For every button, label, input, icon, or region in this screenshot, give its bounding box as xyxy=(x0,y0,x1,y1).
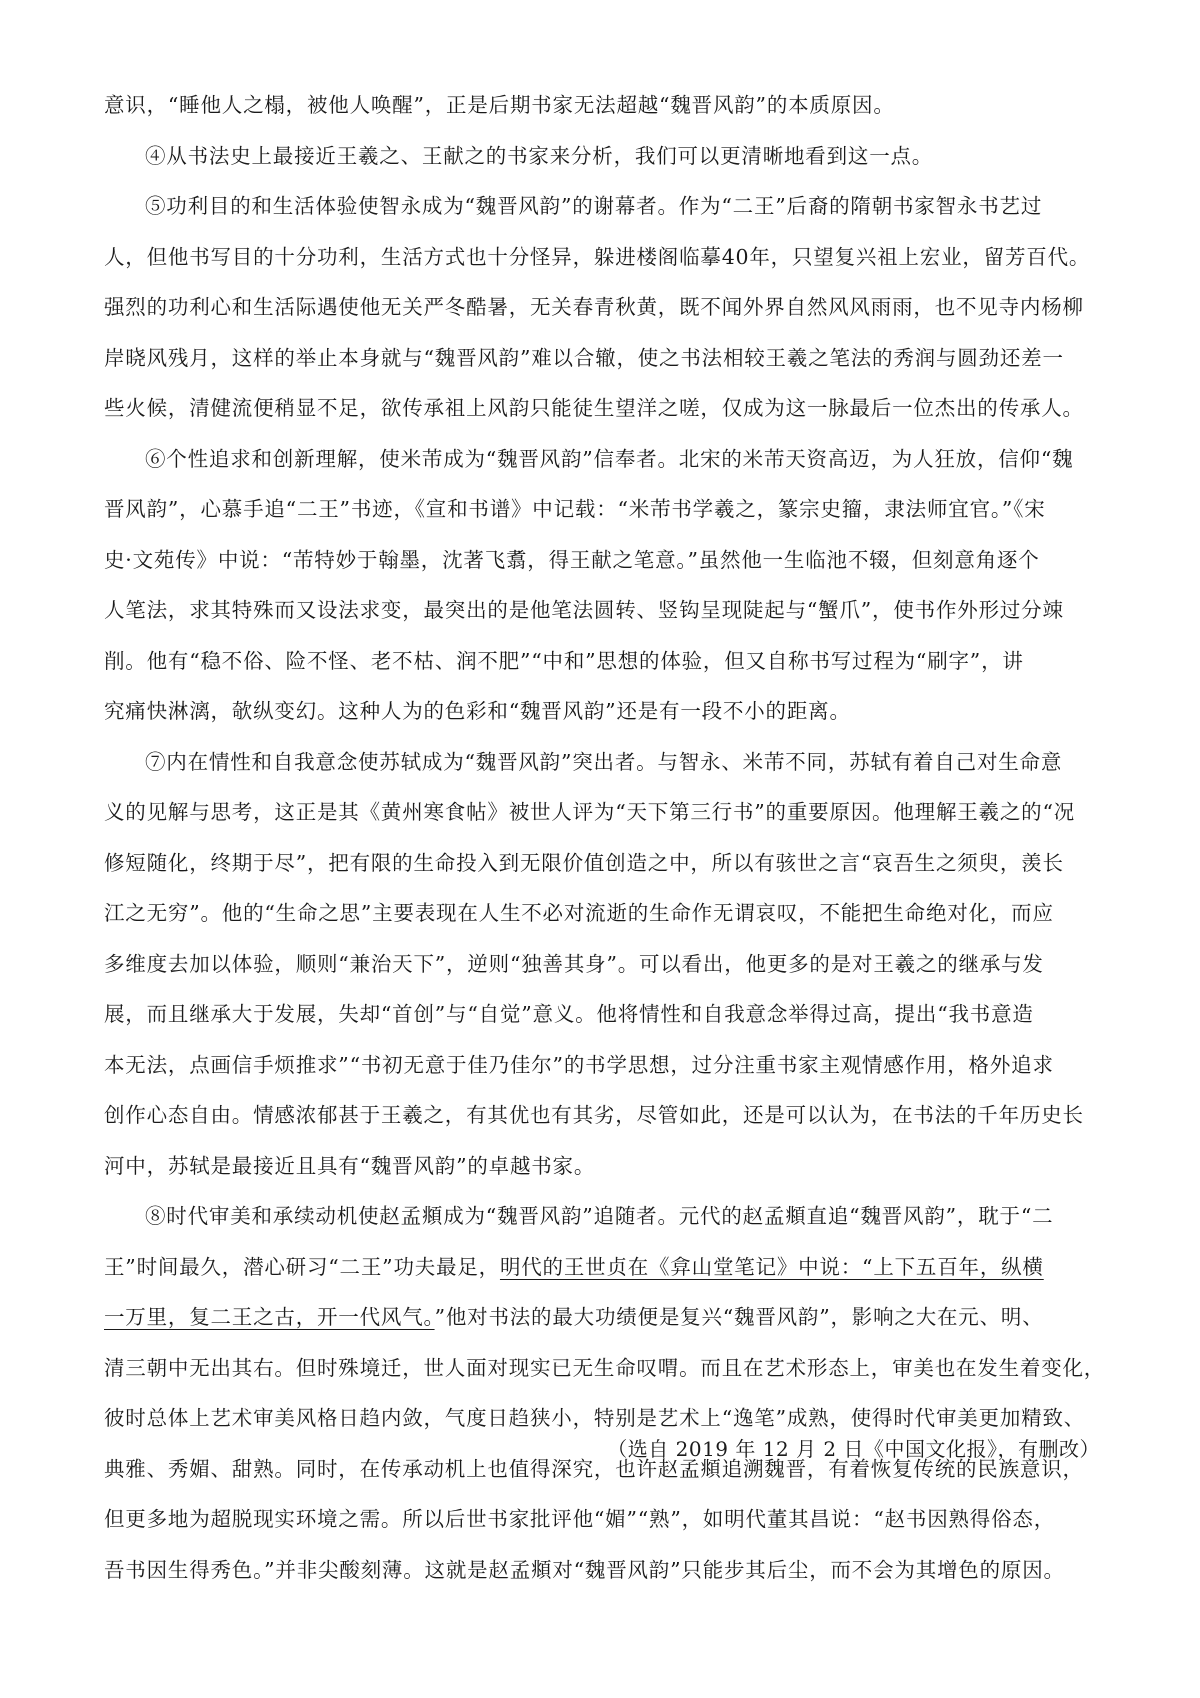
text-run: 强烈的功利心和生活际遇使他无关严冬酷暑，无关春青秋黄，既不闻外界自然风风雨雨，也不见寺内杨柳 xyxy=(104,295,1084,319)
text-line xyxy=(104,139,1094,190)
text-line xyxy=(104,290,1094,341)
text-run: ⑥个性追求和创新理解，使米芾成为“魏晋风韵”信奉者。北宋的米芾天资高迈，为人狂放，信仰“魏 xyxy=(145,446,1074,471)
text-line xyxy=(104,795,1094,846)
text-line xyxy=(104,442,1094,493)
text-line xyxy=(104,1300,1094,1351)
text-run: 彼时总体上艺术审美风格日趋内敛，气度日趋狭小，特别是艺术上“逸笔”成熟，使得时代审美更加精致、 xyxy=(104,1406,1086,1430)
paragraph-p7 xyxy=(104,745,1094,1200)
text-line xyxy=(104,1098,1094,1149)
paragraph-p4 xyxy=(104,139,1094,190)
text-line xyxy=(104,1502,1094,1553)
text-run: 修短随化，终期于尽”，把有限的生命投入到无限价值创造之中，所以有骇世之言“哀吾生之须臾，羡长 xyxy=(104,850,1064,875)
text-run: 清三朝中无出其右。但时殊境迁，世人面对现实已无生命叹喟。而且在艺术形态上，审美也在发生着变化， xyxy=(104,1355,1106,1380)
paragraph-p5 xyxy=(104,189,1094,442)
text-line xyxy=(104,88,1094,139)
paragraph-p8 xyxy=(104,1199,1106,1603)
text-line xyxy=(104,745,1094,796)
text-run: 创作心态自由。情感浓郁甚于王羲之，有其优也有其劣，尽管如此，还是可以认为，在书法的千年历史长 xyxy=(104,1103,1084,1127)
text-line xyxy=(104,1351,1106,1402)
text-line xyxy=(104,1149,1094,1200)
text-run: 义的见解与思考，这正是其《黄州寒食帖》被世人评为“天下第三行书”的重要原因。他理解王羲之的“况 xyxy=(104,800,1076,824)
text-run: 人笔法，求其特殊而又设法求变，最突出的是他笔法圆转、竖钩呈现陡起与“蟹爪”，使书作外形过分竦 xyxy=(104,598,1064,622)
text-run: 本无法，点画信手烦推求”“书初无意于佳乃佳尔”的书学思想，过分注重书家主观情感作用，格外追求 xyxy=(104,1052,1054,1077)
text-run: 削。他有“稳不俗、险不怪、老不枯、润不肥”“中和”思想的体验，但又自称书写过程为“刷字”，讲 xyxy=(104,648,1024,673)
text-line xyxy=(104,543,1094,594)
text-line xyxy=(104,644,1094,695)
text-line xyxy=(104,1250,1094,1301)
paragraph-p6 xyxy=(104,442,1094,745)
underlined-quote: 一万里，复二王之古，开一代风气。 xyxy=(104,1305,435,1329)
text-run: 王”时间最久，潜心研习“二王”功夫最足， xyxy=(104,1254,500,1279)
text-line xyxy=(104,1553,1094,1604)
text-run: 吾书因生得秀色。”并非尖酸刻薄。这就是赵孟頫对“魏晋风韵”只能步其后尘，而不会为其增色的原因。 xyxy=(104,1557,1065,1582)
text-run: 史·文苑传》中说：“芾特妙于翰墨，沈著飞翥，得王献之笔意。”虽然他一生临池不辍，但刻意角逐个 xyxy=(104,547,1040,572)
text-run: 河中，苏轼是最接近且具有“魏晋风韵”的卓越书家。 xyxy=(104,1153,596,1178)
text-line xyxy=(104,1048,1094,1099)
text-run: ⑤功利目的和生活体验使智永成为“魏晋风韵”的谢幕者。作为“二王”后裔的隋朝书家智永书艺过 xyxy=(145,194,1043,218)
text-run: ⑦内在情性和自我意念使苏轼成为“魏晋风韵”突出者。与智永、米芾不同，苏轼有着自己对生命意 xyxy=(145,749,1063,774)
text-line xyxy=(104,492,1094,543)
text-run: 多维度去加以体验，顺则“兼治天下”，逆则“独善其身”。可以看出，他更多的是对王羲之的继承与发 xyxy=(104,951,1044,976)
article-body xyxy=(104,88,1106,1603)
text-run: 岸晓风残月，这样的举止本身就与“魏晋风韵”难以合辙，使之书法相较王羲之笔法的秀润与圆劲还差一 xyxy=(104,345,1064,370)
underlined-quote: 明代的王世贞在《弇山堂笔记》中说：“上下五百年，纵横 xyxy=(499,1254,1044,1279)
text-run: ④从书法史上最接近王羲之、王献之的书家来分析，我们可以更清晰地看到这一点。 xyxy=(145,143,934,168)
text-line xyxy=(104,846,1094,897)
text-line xyxy=(104,1199,1094,1250)
text-line xyxy=(104,896,1094,947)
text-line xyxy=(104,947,1094,998)
text-run: 典雅、秀媚、甜熟。同时，在传承动机上也值得深究，也许赵孟頫追溯魏晋，有着恢复传统的民族意识， xyxy=(104,1456,1084,1481)
text-line xyxy=(104,694,1094,745)
text-run: 展，而且继承大于发展，失却“首创”与“自觉”意义。他将情性和自我意念举得过高，提出“我书意造 xyxy=(104,1002,1034,1026)
text-line xyxy=(104,391,1094,442)
text-line xyxy=(104,593,1094,644)
source-citation: （选自 2019 年 12 月 2 日《中国文化报》，有删改） xyxy=(607,1437,1100,1461)
text-run: ⑧时代审美和承续动机使赵孟頫成为“魏晋风韵”追随者。元代的赵孟頫直追“魏晋风韵”，耽于“二 xyxy=(145,1204,1054,1228)
text-line xyxy=(104,240,1094,291)
text-run: 江之无穷”。他的“生命之思”主要表现在人生不必对流逝的生命作无谓哀叹，不能把生命绝对化，而应 xyxy=(104,901,1054,925)
paragraph-p-intro xyxy=(104,88,1094,139)
text-run: 究痛快淋漓，欹纵变幻。这种人为的色彩和“魏晋风韵”还是有一段不小的距离。 xyxy=(104,699,851,723)
text-line xyxy=(104,189,1094,240)
text-line xyxy=(104,341,1094,392)
text-run: 些火候，清健流便稍显不足，欲传承祖上风韵只能徒生望洋之嗟，仅成为这一脉最后一位杰出的传承人。 xyxy=(104,396,1084,420)
text-run: 人，但他书写目的十分功利，生活方式也十分怪异，躲进楼阁临摹40年，只望复兴祖上宏业，留芳百代。 xyxy=(104,244,1091,269)
text-run: ”他对书法的最大功绩便是复兴“魏晋风韵”，影响之大在元、明、 xyxy=(434,1305,1044,1329)
text-run: 但更多地为超脱现实环境之需。所以后世书家批评他“媚”“熟”，如明代董其昌说：“赵书因熟得俗态， xyxy=(104,1507,1055,1531)
text-run: 意识，“睡他人之榻，被他人唤醒”，正是后期书家无法超越“魏晋风韵”的本质原因。 xyxy=(104,93,895,117)
text-line xyxy=(104,997,1094,1048)
text-run: 晋风韵”，心慕手追“二王”书迹，《宣和书谱》中记载：“米芾书学羲之，篆宗史籀，隶法师宜官。”《宋 xyxy=(104,497,1046,521)
